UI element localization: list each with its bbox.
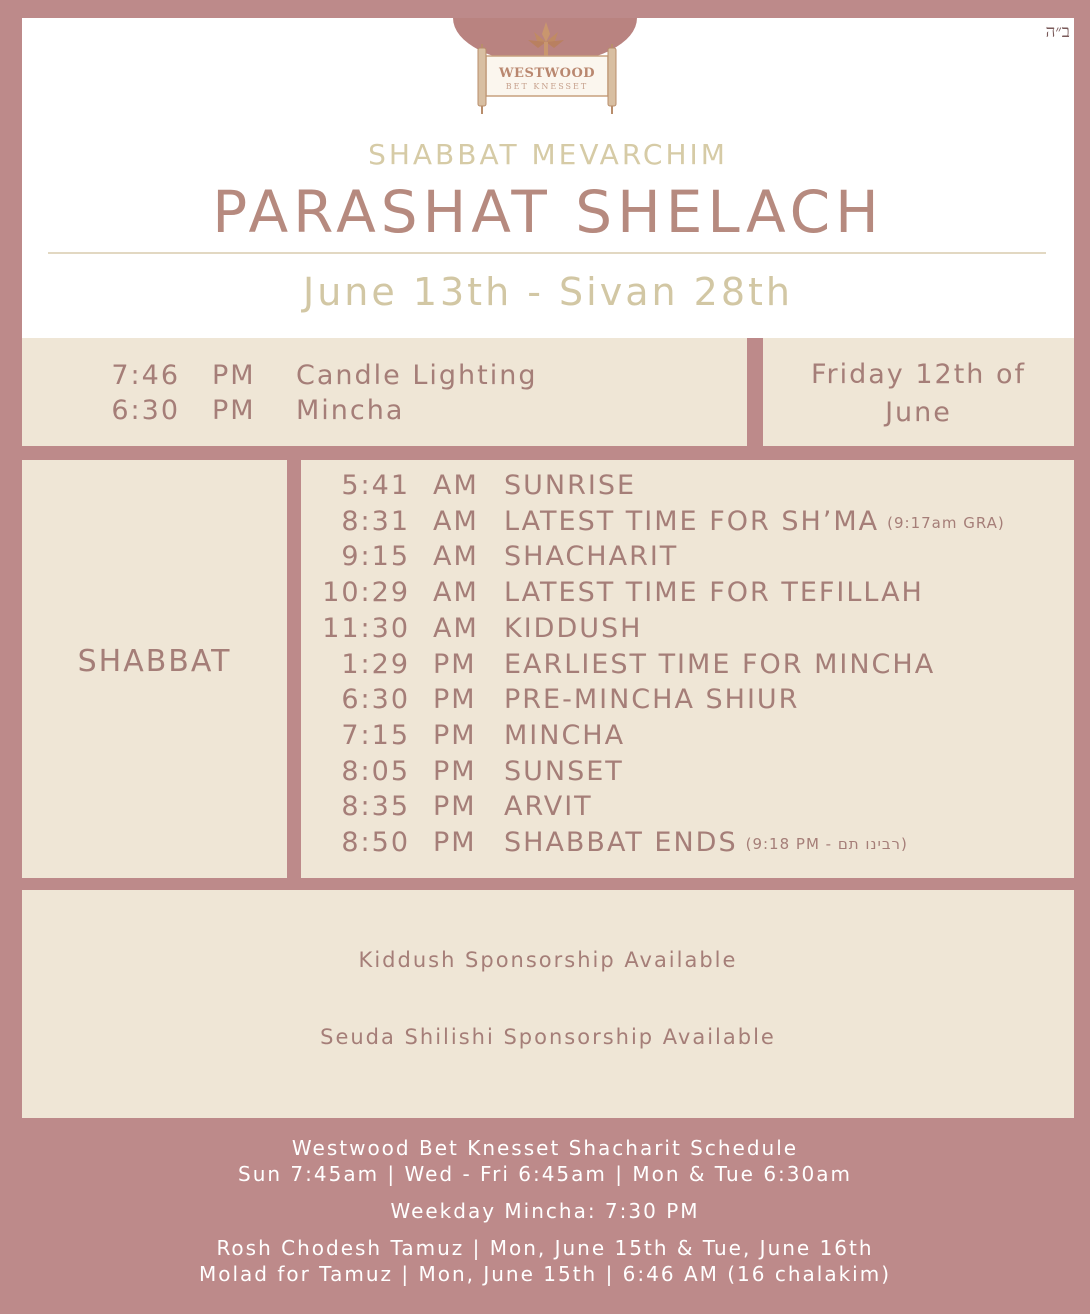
page-title: PARASHAT SHELACH <box>212 178 884 246</box>
schedule-time: 11:30 <box>322 612 410 644</box>
title-divider <box>48 252 1046 254</box>
logo-name: WESTWOOD <box>498 66 596 81</box>
sponsorship-panel <box>22 890 1074 1118</box>
schedule-ampm: PM <box>433 791 477 823</box>
schedule-label: LATEST TIME FOR TEFILLAH <box>504 577 924 609</box>
friday-date-line2: June <box>885 397 952 428</box>
schedule-label: ARVIT <box>504 791 593 823</box>
schedule-label: SUNSET <box>504 755 624 787</box>
seuda-sponsorship: Seuda Shilishi Sponsorship Available <box>320 1025 776 1049</box>
footer-molad: Molad for Tamuz | Mon, June 15th | 6:46 AM (16 chalakim) <box>198 1262 892 1286</box>
schedule-ampm: AM <box>433 612 479 644</box>
schedule-ampm: PM <box>433 755 477 787</box>
schedule-note: (9:17am GRA) <box>887 513 1005 532</box>
schedule-ampm: PM <box>433 684 477 716</box>
schedule-ampm: AM <box>433 470 479 501</box>
schedule-label: SUNRISE <box>504 470 637 501</box>
friday-ampm: PM <box>212 360 256 391</box>
friday-times-panel <box>22 338 747 446</box>
friday-time: 7:46 <box>111 360 180 391</box>
schedule-label: KIDDUSH <box>504 612 643 644</box>
shabbat-label: SHABBAT <box>77 644 232 679</box>
schedule-time: 8:05 <box>341 755 410 787</box>
corner-mark: ב״ה <box>1045 22 1070 42</box>
schedule-label: EARLIEST TIME FOR MINCHA <box>504 648 936 680</box>
friday-time: 6:30 <box>111 395 180 426</box>
friday-date-line1: Friday 12th of <box>810 359 1027 390</box>
schedule-label: MINCHA <box>504 719 626 751</box>
schedule-label: LATEST TIME FOR SH’MA <box>504 505 880 537</box>
schedule-ampm: PM <box>433 827 477 858</box>
schedule-time: 1:29 <box>341 648 410 680</box>
schedule-ampm: AM <box>433 577 479 609</box>
footer-shacharit-times: Sun 7:45am | Wed - Fri 6:45am | Mon & Tue 6:30am <box>238 1162 852 1186</box>
schedule-label-wrap <box>504 827 908 858</box>
schedule-ampm: PM <box>433 719 477 751</box>
kiddush-sponsorship: Kiddush Sponsorship Available <box>358 948 738 972</box>
schedule-ampm: AM <box>433 505 479 537</box>
friday-ampm: PM <box>212 395 256 426</box>
friday-date <box>763 356 1074 432</box>
footer-rosh-chodesh: Rosh Chodesh Tamuz | Mon, June 15th & Tue, June 16th <box>216 1236 874 1260</box>
footer-weekday-mincha: Weekday Mincha: 7:30 PM <box>390 1199 700 1223</box>
friday-label: Mincha <box>296 395 405 426</box>
friday-label: Candle Lighting <box>296 360 538 391</box>
schedule-note: (9:18 PM - רבינו תם) <box>745 835 908 853</box>
schedule-time: 5:41 <box>341 470 410 501</box>
schedule-time: 8:31 <box>341 505 410 537</box>
schedule-time: 6:30 <box>341 684 410 716</box>
header-date: June 13th - Sivan 28th <box>303 270 793 314</box>
page-subtitle: SHABBAT MEVARCHIM <box>368 138 728 171</box>
schedule-time: 7:15 <box>341 719 410 751</box>
logo-subtext: BET KNESSET <box>505 82 589 91</box>
schedule-time: 8:35 <box>341 791 410 823</box>
schedule-label: SHACHARIT <box>504 541 679 573</box>
schedule-label: SHABBAT ENDS <box>504 827 738 858</box>
schedule-time: 8:50 <box>341 827 410 858</box>
footer-shacharit-title: Westwood Bet Knesset Shacharit Schedule <box>291 1136 799 1160</box>
schedule-ampm: AM <box>433 541 479 573</box>
schedule-label-wrap <box>504 506 1005 537</box>
schedule-ampm: PM <box>433 648 477 680</box>
schedule-label: PRE-MINCHA SHIUR <box>504 684 800 716</box>
schedule-time: 10:29 <box>322 577 410 609</box>
schedule-time: 9:15 <box>341 541 410 573</box>
